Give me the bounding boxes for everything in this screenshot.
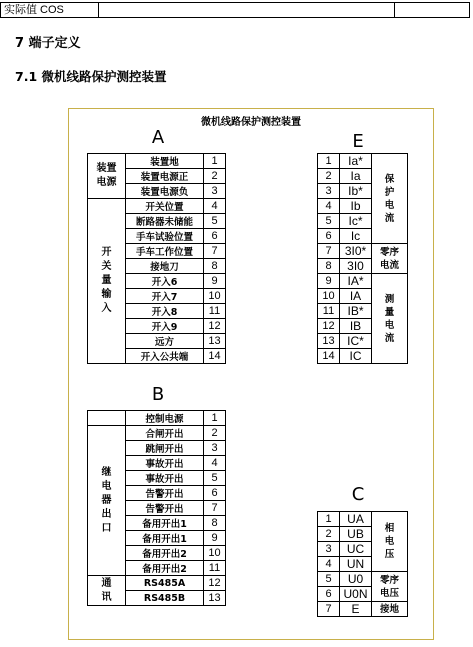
group-label: 零序 电压 bbox=[372, 572, 408, 602]
terminal-block-a bbox=[87, 153, 226, 364]
terminal-number: 5 bbox=[204, 471, 226, 486]
terminal-row bbox=[318, 602, 408, 617]
terminal-block-c bbox=[317, 511, 408, 617]
terminal-number: 4 bbox=[318, 199, 340, 214]
terminal-number: 6 bbox=[318, 229, 340, 244]
terminal-signal: IA bbox=[340, 289, 372, 304]
terminal-number: 7 bbox=[204, 244, 226, 259]
terminal-signal: Ia bbox=[340, 169, 372, 184]
terminal-name: 备用开出2 bbox=[126, 561, 204, 576]
terminal-name: 开入7 bbox=[126, 289, 204, 304]
terminal-row bbox=[318, 512, 408, 527]
terminal-signal: UC bbox=[340, 542, 372, 557]
table-cell-label: 实际值 COS bbox=[1, 3, 99, 17]
terminal-name: RS485A bbox=[126, 576, 204, 591]
terminal-signal: 3I0* bbox=[340, 244, 372, 259]
terminal-signal: Ib bbox=[340, 199, 372, 214]
terminal-number: 2 bbox=[318, 169, 340, 184]
group-label: 接地 bbox=[372, 602, 408, 617]
block-c-label: C bbox=[351, 484, 365, 505]
terminal-signal: UB bbox=[340, 527, 372, 542]
terminal-number: 5 bbox=[318, 572, 340, 587]
terminal-number: 11 bbox=[204, 561, 226, 576]
terminal-name: 手车试验位置 bbox=[126, 229, 204, 244]
terminal-number: 3 bbox=[204, 184, 226, 199]
terminal-number: 2 bbox=[318, 527, 340, 542]
terminal-name: 事故开出 bbox=[126, 471, 204, 486]
terminal-number: 3 bbox=[318, 184, 340, 199]
group-label: 装置 电源 bbox=[88, 154, 126, 199]
terminal-name: 装置地 bbox=[126, 154, 204, 169]
terminal-name: 断路器未储能 bbox=[126, 214, 204, 229]
terminal-signal: IA* bbox=[340, 274, 372, 289]
terminal-number: 7 bbox=[318, 602, 340, 617]
terminal-number: 6 bbox=[204, 486, 226, 501]
terminal-number: 5 bbox=[204, 214, 226, 229]
terminal-number: 1 bbox=[318, 154, 340, 169]
terminal-number: 10 bbox=[318, 289, 340, 304]
terminal-name: 备用开出2 bbox=[126, 546, 204, 561]
terminal-number: 7 bbox=[204, 501, 226, 516]
terminal-signal: UA bbox=[340, 512, 372, 527]
terminal-number: 13 bbox=[204, 591, 226, 606]
group-label bbox=[88, 411, 126, 426]
terminal-name: 开入8 bbox=[126, 304, 204, 319]
terminal-signal: 3I0 bbox=[340, 259, 372, 274]
terminal-signal: UN bbox=[340, 557, 372, 572]
group-label: 测 量 电 流 bbox=[372, 274, 408, 364]
value-table-row bbox=[0, 2, 470, 18]
terminal-number: 1 bbox=[204, 154, 226, 169]
terminal-signal: IB bbox=[340, 319, 372, 334]
terminal-block-b bbox=[87, 410, 226, 606]
terminal-number: 11 bbox=[204, 304, 226, 319]
terminal-number: 14 bbox=[318, 349, 340, 364]
terminal-number: 14 bbox=[204, 349, 226, 364]
terminal-block-e bbox=[317, 153, 408, 364]
terminal-name: 远方 bbox=[126, 334, 204, 349]
terminal-number: 9 bbox=[204, 531, 226, 546]
terminal-name: RS485B bbox=[126, 591, 204, 606]
subsection-heading: 7.1 微机线路保护测控装置 bbox=[15, 69, 167, 84]
diagram-title: 微机线路保护测控装置 bbox=[201, 117, 301, 128]
terminal-name: 备用开出1 bbox=[126, 531, 204, 546]
terminal-number: 12 bbox=[204, 319, 226, 334]
terminal-number: 8 bbox=[204, 516, 226, 531]
terminal-row bbox=[88, 154, 226, 169]
terminal-name: 装置电源正 bbox=[126, 169, 204, 184]
terminal-signal: IC* bbox=[340, 334, 372, 349]
terminal-name: 手车工作位置 bbox=[126, 244, 204, 259]
terminal-number: 3 bbox=[318, 542, 340, 557]
terminal-number: 12 bbox=[204, 576, 226, 591]
terminal-number: 11 bbox=[318, 304, 340, 319]
block-a-label: A bbox=[151, 127, 165, 148]
terminal-number: 12 bbox=[318, 319, 340, 334]
group-label: 继 电 器 出 口 bbox=[88, 426, 126, 576]
terminal-name: 开入6 bbox=[126, 274, 204, 289]
terminal-row bbox=[318, 274, 408, 289]
terminal-number: 4 bbox=[318, 557, 340, 572]
terminal-signal: Ic* bbox=[340, 214, 372, 229]
terminal-row bbox=[88, 411, 226, 426]
terminal-number: 1 bbox=[204, 411, 226, 426]
terminal-name: 跳闸开出 bbox=[126, 441, 204, 456]
terminal-name: 控制电源 bbox=[126, 411, 204, 426]
terminal-name: 事故开出 bbox=[126, 456, 204, 471]
terminal-number: 9 bbox=[204, 274, 226, 289]
group-label: 相 电 压 bbox=[372, 512, 408, 572]
section-heading: 7 端子定义 bbox=[15, 36, 81, 51]
terminal-diagram bbox=[68, 108, 434, 640]
terminal-number: 4 bbox=[204, 199, 226, 214]
terminal-name: 开入9 bbox=[126, 319, 204, 334]
terminal-number: 10 bbox=[204, 289, 226, 304]
group-label: 开 关 量 输 入 bbox=[88, 199, 126, 364]
terminal-signal: U0 bbox=[340, 572, 372, 587]
terminal-name: 合闸开出 bbox=[126, 426, 204, 441]
terminal-row bbox=[318, 572, 408, 587]
terminal-number: 8 bbox=[318, 259, 340, 274]
terminal-signal: Ib* bbox=[340, 184, 372, 199]
terminal-number: 4 bbox=[204, 456, 226, 471]
terminal-number: 2 bbox=[204, 426, 226, 441]
terminal-name: 接地刀 bbox=[126, 259, 204, 274]
terminal-name: 装置电源负 bbox=[126, 184, 204, 199]
block-e-label: E bbox=[352, 131, 364, 152]
terminal-row bbox=[318, 244, 408, 259]
terminal-number: 1 bbox=[318, 512, 340, 527]
terminal-signal: U0N bbox=[340, 587, 372, 602]
terminal-name: 告警开出 bbox=[126, 486, 204, 501]
block-b-label: B bbox=[151, 384, 165, 405]
terminal-number: 6 bbox=[318, 587, 340, 602]
terminal-number: 13 bbox=[204, 334, 226, 349]
terminal-number: 10 bbox=[204, 546, 226, 561]
terminal-row bbox=[88, 426, 226, 441]
group-label: 零序 电流 bbox=[372, 244, 408, 274]
terminal-number: 2 bbox=[204, 169, 226, 184]
terminal-number: 8 bbox=[204, 259, 226, 274]
terminal-row bbox=[318, 154, 408, 169]
terminal-name: 开入公共端 bbox=[126, 349, 204, 364]
terminal-row bbox=[88, 576, 226, 591]
terminal-signal: Ic bbox=[340, 229, 372, 244]
terminal-number: 13 bbox=[318, 334, 340, 349]
terminal-number: 5 bbox=[318, 214, 340, 229]
group-label: 保 护 电 流 bbox=[372, 154, 408, 244]
terminal-number: 3 bbox=[204, 441, 226, 456]
terminal-number: 9 bbox=[318, 274, 340, 289]
terminal-number: 7 bbox=[318, 244, 340, 259]
terminal-signal: E bbox=[340, 602, 372, 617]
terminal-signal: IB* bbox=[340, 304, 372, 319]
terminal-signal: IC bbox=[340, 349, 372, 364]
group-label: 通 讯 bbox=[88, 576, 126, 606]
terminal-name: 告警开出 bbox=[126, 501, 204, 516]
terminal-number: 6 bbox=[204, 229, 226, 244]
table-cell-divider bbox=[394, 3, 395, 17]
terminal-name: 备用开出1 bbox=[126, 516, 204, 531]
terminal-signal: Ia* bbox=[340, 154, 372, 169]
terminal-row bbox=[88, 199, 226, 214]
terminal-name: 开关位置 bbox=[126, 199, 204, 214]
